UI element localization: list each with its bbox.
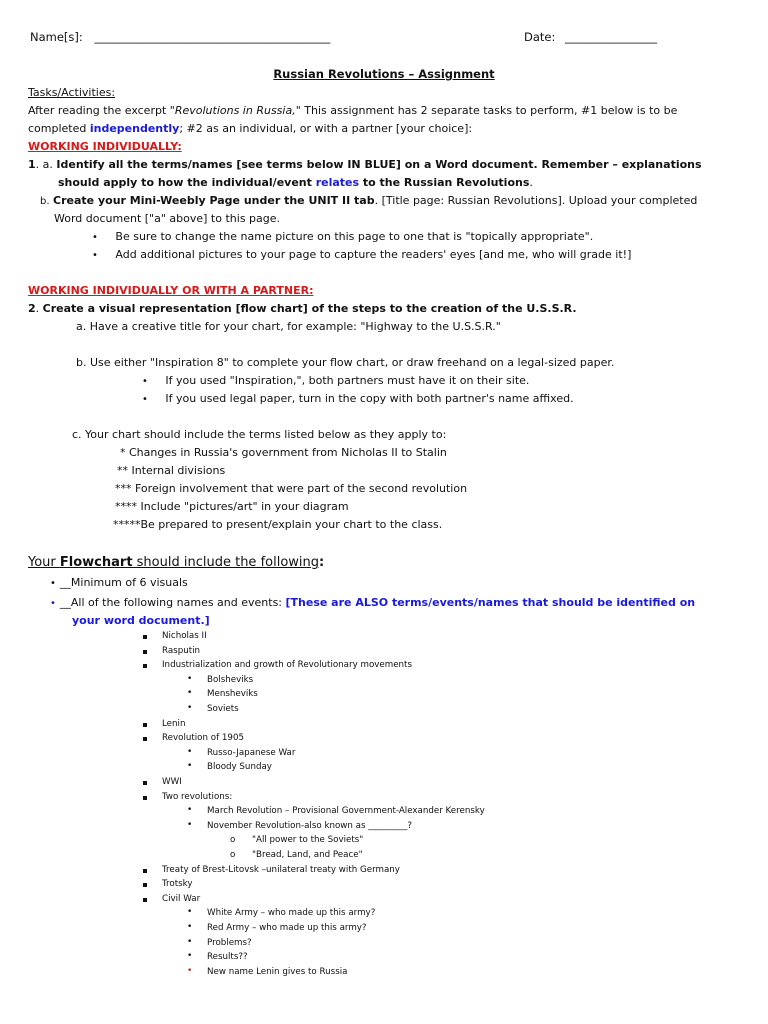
task-1a xyxy=(28,158,702,171)
term-text: Rasputin xyxy=(162,645,201,656)
page-title: Russian Revolutions – Assignment xyxy=(273,67,495,81)
date-blank: ________________ xyxy=(565,30,658,44)
bullet-icon: • xyxy=(187,819,193,830)
bullet-icon: • xyxy=(187,746,193,757)
task-1b-bold: Create your Mini-Weebly Page under the UNIT II tab xyxy=(53,194,375,207)
flowchart-item-note: [These are ALSO terms/events/names that should be identified on xyxy=(285,596,696,609)
bullet-icon: • xyxy=(187,936,193,947)
blank-line: __ xyxy=(59,576,71,589)
task-1a-text: to the Russian Revolutions xyxy=(359,176,530,189)
task-2b: b. Use either "Inspiration 8" to complete your flow chart, or draw freehand on a legal-sized paper. xyxy=(76,356,615,369)
independently-emphasis: independently xyxy=(89,122,180,135)
relates-emphasis: relates xyxy=(315,176,360,189)
bullet-icon: • xyxy=(92,232,98,243)
bullet-text: If you used "Inspiration,", both partners must have it on their site. xyxy=(165,374,530,387)
square-bullet-icon xyxy=(143,898,147,902)
intro-line-1 xyxy=(28,104,677,117)
term-text: Soviets xyxy=(207,704,239,714)
circle-bullet-icon: o xyxy=(230,850,236,860)
intro-text: ; #2 as an individual, or with a partner [your choice]: xyxy=(179,122,473,135)
square-bullet-icon xyxy=(143,737,147,741)
date-label: Date: xyxy=(524,30,556,44)
term-text: Bloody Sunday xyxy=(207,762,272,773)
intro-text: This assignment has 2 separate tasks to perform, #1 below is to be xyxy=(300,104,678,117)
bullet-icon: • xyxy=(187,951,193,962)
bullet-text: Be sure to change the name picture on this page to one that is "topically appropriate". xyxy=(115,230,594,243)
bullet-icon: • xyxy=(187,907,193,918)
bullet-icon: • xyxy=(142,394,148,405)
bullet-text: If you used legal paper, turn in the copy with both partner's name affixed. xyxy=(165,392,574,405)
bullet-icon: • xyxy=(187,922,193,932)
bullet-item xyxy=(92,248,631,261)
task-number-sep: . xyxy=(35,302,43,315)
square-bullet-icon xyxy=(143,883,147,887)
flowchart-item xyxy=(50,576,188,589)
blank-line: __ xyxy=(59,596,71,609)
term-text: Lenin xyxy=(162,718,186,729)
excerpt-title: "Revolutions in Russia," xyxy=(169,104,301,117)
bullet-item xyxy=(92,230,593,243)
task-1a-text: Identify all the terms/names [see terms below IN BLUE] on a Word document. Remember – explanations xyxy=(56,158,702,171)
task-1b-text: . [Title page: Russian Revolutions]. Upload your completed xyxy=(374,194,698,207)
bullet-icon: • xyxy=(187,703,193,713)
term-text: "All power to the Soviets" xyxy=(252,835,364,846)
term-text: November Revolution-also known as _________? xyxy=(207,820,412,831)
task-2c-item: ** Internal divisions xyxy=(117,464,226,477)
square-bullet-icon xyxy=(143,650,147,654)
date-field xyxy=(524,30,657,44)
flowchart-heading-colon: : xyxy=(319,555,325,570)
intro-text: After reading the excerpt xyxy=(28,104,170,117)
term-text: New name Lenin gives to Russia xyxy=(207,966,348,977)
bullet-icon: • xyxy=(50,598,56,609)
names-field xyxy=(30,30,330,44)
names-blank: _________________________________________ xyxy=(94,30,331,44)
task-1b-line2: Word document ["a" above] to this page. xyxy=(54,212,281,225)
task-2c-item: *****Be prepared to present/explain your chart to the class. xyxy=(113,518,443,531)
task-number: 2 xyxy=(28,302,36,315)
term-text: Red Army – who made up this army? xyxy=(207,923,367,933)
task-2c-item: **** Include "pictures/art" in your diagram xyxy=(115,500,349,513)
flowchart-heading-bold: Flowchart xyxy=(59,555,133,570)
task-2a: a. Have a creative title for your chart, for example: "Highway to the U.S.S.R." xyxy=(76,320,501,333)
term-text: Russo-Japanese War xyxy=(207,747,296,758)
bullet-icon: • xyxy=(142,376,148,387)
intro-text: completed xyxy=(28,122,90,135)
task-1b xyxy=(40,194,697,207)
task-2c: c. Your chart should include the terms listed below as they apply to: xyxy=(72,428,447,441)
term-text: March Revolution – Provisional Government-Alexander Kerensky xyxy=(207,806,485,817)
task-1a-text: should apply to how the individual/event xyxy=(58,176,316,189)
bullet-item xyxy=(142,374,529,387)
task-2c-item: *** Foreign involvement that were part of the second revolution xyxy=(115,482,468,495)
task-2-text: Create a visual representation [flow chart] of the steps to the creation of the U.S.S.R. xyxy=(42,302,577,315)
bullet-icon: • xyxy=(187,673,193,684)
flowchart-item xyxy=(50,596,695,609)
bullet-icon: • xyxy=(92,250,98,261)
bullet-icon: • xyxy=(187,761,193,772)
bullet-icon: • xyxy=(187,965,193,976)
square-bullet-icon xyxy=(143,664,147,668)
circle-bullet-icon: o xyxy=(230,835,236,846)
bullet-text: Add additional pictures to your page to capture the readers' eyes [and me, who will grade it!] xyxy=(115,248,632,261)
term-text: WWI xyxy=(162,777,182,787)
bullet-icon: • xyxy=(187,688,193,699)
flowchart-heading-text: should include the following xyxy=(132,555,320,570)
names-label: Name[s]: xyxy=(30,30,83,44)
term-text: Results?? xyxy=(207,952,248,963)
task-letter: b. xyxy=(40,196,50,207)
task-2c-item: * Changes in Russia's government from Nicholas II to Stalin xyxy=(120,446,447,459)
term-text: Nicholas II xyxy=(162,631,207,641)
bullet-item xyxy=(142,392,574,405)
tasks-heading: Tasks/Activities: xyxy=(28,86,116,99)
square-bullet-icon xyxy=(143,869,147,873)
task-number: 1 xyxy=(28,158,36,171)
section1-heading: WORKING INDIVIDUALLY: xyxy=(28,140,182,153)
square-bullet-icon xyxy=(143,635,147,639)
term-text: Treaty of Brest-Litovsk –unilateral treaty with Germany xyxy=(162,864,400,875)
task-1a-period: . xyxy=(529,176,533,189)
term-text: White Army – who made up this army? xyxy=(207,908,376,919)
term-text: "Bread, Land, and Peace" xyxy=(252,850,363,860)
term-text: Problems? xyxy=(207,937,252,948)
task-letter: . a. xyxy=(35,158,57,171)
bullet-icon: • xyxy=(50,578,56,589)
term-text: Two revolutions: xyxy=(162,791,233,802)
task-2 xyxy=(28,302,577,315)
term-text: Civil War xyxy=(162,893,201,904)
term-text: Revolution of 1905 xyxy=(162,733,245,744)
flowchart-heading-text: Your xyxy=(28,555,60,570)
term-text: Mensheviks xyxy=(207,689,258,700)
flowchart-item-note-line2: your word document.] xyxy=(72,614,210,627)
term-text: Bolsheviks xyxy=(207,674,254,685)
bullet-icon: • xyxy=(187,805,193,816)
flowchart-item-text: Minimum of 6 visuals xyxy=(70,576,188,589)
section2-heading: WORKING INDIVIDUALLY OR WITH A PARTNER: xyxy=(28,284,314,297)
flowchart-heading xyxy=(28,555,324,570)
flowchart-item-text: All of the following names and events: xyxy=(70,596,286,609)
intro-line-2 xyxy=(28,122,472,135)
term-text: Industrialization and growth of Revolutionary movements xyxy=(162,660,412,671)
term-text: Trotsky xyxy=(162,879,193,890)
task-1a-line2 xyxy=(58,176,533,189)
square-bullet-icon xyxy=(143,796,147,800)
square-bullet-icon xyxy=(143,723,147,727)
square-bullet-icon xyxy=(143,781,147,785)
